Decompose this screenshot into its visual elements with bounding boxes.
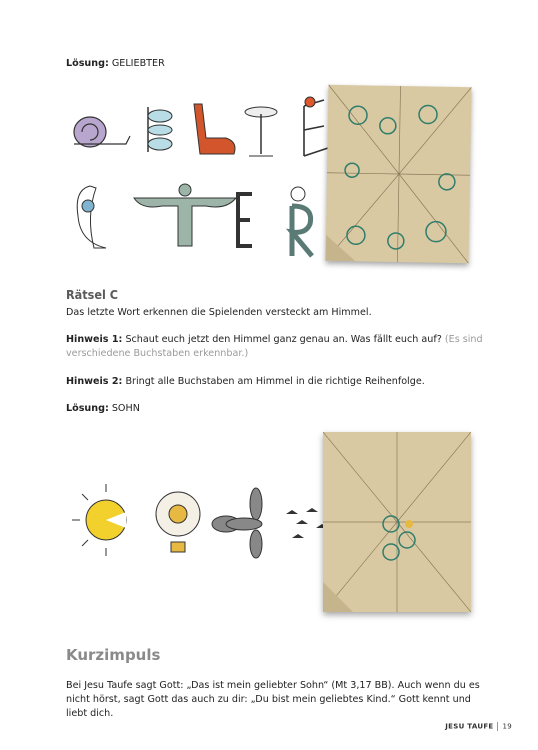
page-footer [445, 722, 512, 731]
bird-i-icon [245, 107, 277, 156]
footer-section: JESU TAUFE [445, 722, 494, 731]
section-heading-kurzimpuls: Kurzimpuls [66, 646, 161, 664]
hint-1-note: (Es sind verschiedene Buchstaben erkennbar.) [66, 334, 483, 359]
parchment-scroll-1 [325, 85, 471, 263]
parchment-scroll-2 [323, 432, 471, 612]
birds-e-icon [236, 192, 252, 248]
solution-line-1 [66, 57, 165, 71]
owl-b-icon [77, 186, 106, 248]
sky-letters-illustration [66, 484, 336, 564]
sky-drawing-2 [323, 432, 471, 612]
balloon-o-icon [156, 492, 200, 552]
squirrel-l-icon [194, 104, 235, 154]
hint-2 [66, 375, 425, 389]
creature-r-icon [291, 187, 312, 256]
hint-1 [66, 333, 486, 361]
solution-label: Lösung: [66, 58, 109, 69]
eagle-t-icon [134, 184, 236, 246]
page-number: 19 [502, 722, 512, 731]
letters-illustration-row-2 [66, 176, 316, 261]
solution-value: SOHN [111, 403, 140, 414]
sun-s-icon [72, 484, 126, 556]
hint-1-label: Hinweis 1: [66, 334, 123, 345]
letters-illustration-row-1 [66, 92, 356, 167]
sky-drawing-1 [325, 85, 471, 263]
dragonfly-e-icon [148, 107, 172, 152]
solution-line-2 [66, 402, 140, 416]
hint-2-label: Hinweis 2: [66, 376, 123, 387]
section-heading-raetsel-c: Rätsel C [66, 287, 118, 302]
solution-label: Lösung: [66, 403, 109, 414]
clouds-h-icon [212, 488, 262, 558]
kurzimpuls-text: Bei Jesu Taufe sagt Gott: „Das ist mein geliebter Sohn“ (Mt 3,17 BB). Auch wenn du es nicht hörst, sagt Gott das auch zu dir: „Du bist mein geliebtes Kind.“ Gott kennt und liebt dich. [66, 680, 480, 719]
hint-1-text: Schaut euch jetzt den Himmel ganz genau an. Was fällt euch auf? [125, 334, 442, 345]
hint-2-text: Bringt alle Buchstaben am Himmel in die richtige Reihenfolge. [125, 376, 425, 387]
snail-g-icon [74, 117, 130, 147]
bird-e-icon [304, 97, 328, 156]
footer-separator [497, 722, 498, 731]
intro-text: Das letzte Wort erkennen die Spielenden versteckt am Himmel. [66, 307, 372, 318]
solution-value: GELIEBTER [111, 58, 165, 69]
